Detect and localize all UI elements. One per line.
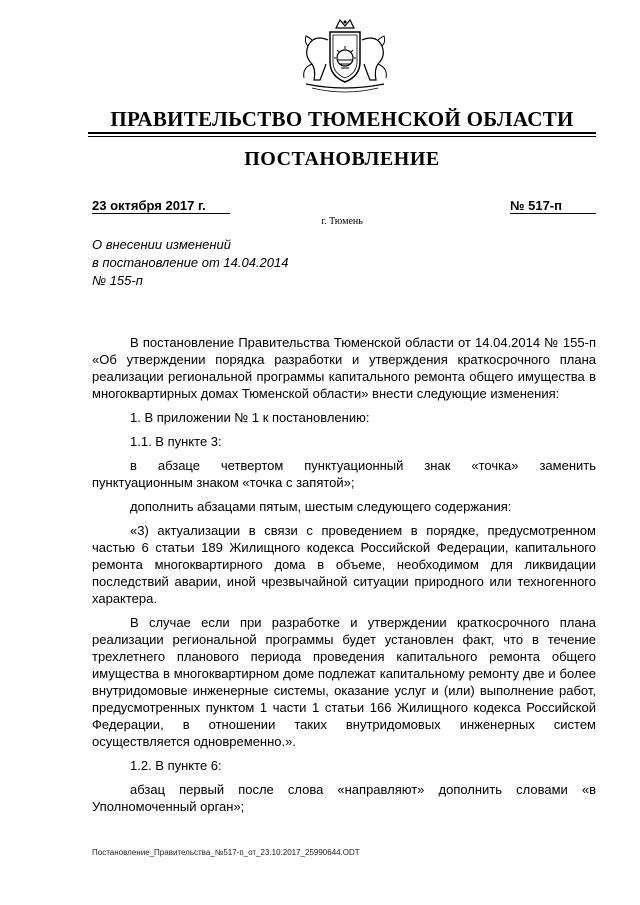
body-paragraph: 1.1. В пункте 3: — [130, 434, 222, 449]
subject-line: О внесении изменений — [92, 237, 231, 252]
body-paragraph: 1. В приложении № 1 к постановлению: — [130, 410, 370, 425]
document-type-heading: ПОСТАНОВЛЕНИЕ — [244, 148, 440, 170]
coat-of-arms-icon — [296, 18, 394, 98]
date-underline — [92, 213, 230, 214]
body-paragraph: В постановление Правительства Тюменской области от 14.04.2014 № 155-п «Об утверждении порядка разработки и утверждения краткосрочного плана реализации региональной программы капитального ремонта общего имущества в многоквартирных домах Тюменской области» внести следующие изменения: — [92, 335, 596, 401]
title-divider-thick — [88, 132, 596, 134]
body-paragraph: абзац первый после слова «направляют» дополнить словами «в Уполномоченный орган»; — [92, 782, 596, 814]
document-subject — [92, 236, 288, 290]
body-paragraph: «3) актуализации в связи с проведением в порядке, предусмотренном частью 6 статьи 189 Жилищного кодекса Российской Федерации, капитального ремонта многоквартирного дома в объеме, необходимом для ликвидации последствий аварии, иной чрезвычайной ситуации природного или техногенного характера. — [92, 523, 596, 606]
subject-line: № 155-п — [92, 273, 143, 288]
subject-line: в постановление от 14.04.2014 — [92, 255, 289, 270]
body-paragraph: дополнить абзацами пятым, шестым следующего содержания: — [130, 499, 512, 514]
body-paragraph: В случае если при разработке и утверждении краткосрочного плана реализации региональной программы будет установлен факт, что в течение трехлетнего планового периода проведения капитального ремонта общего имущества в многоквартирном доме подлежат капитальному ремонту две и более внутридомовые инженерные системы, оказание услуг и (или) выполнение работ, предусмотренных пунктом 1 части 1 статьи 166 Жилищного кодекса Российской Федерации, в отношении таких внутридомовых инженерных систем осуществляется одновременно.». — [92, 615, 596, 749]
document-number: № 517-п — [510, 198, 562, 213]
document-body — [92, 334, 596, 822]
organization-title: ПРАВИТЕЛЬСТВО ТЮМЕНСКОЙ ОБЛАСТИ — [110, 107, 574, 131]
document-city: г. Тюмень — [321, 216, 363, 227]
number-underline — [510, 213, 596, 214]
body-paragraph: 1.2. В пункте 6: — [130, 758, 222, 773]
body-paragraph: в абзаце четвертом пунктуационный знак «точка» заменить пунктуационным знаком «точка с запятой»; — [92, 458, 596, 490]
document-date: 23 октября 2017 г. — [92, 198, 206, 213]
title-divider-thin — [88, 136, 596, 137]
footer-filename: Постановление_Правительства_№517-п_от_23.10.2017_25990644.ODT — [92, 848, 360, 857]
